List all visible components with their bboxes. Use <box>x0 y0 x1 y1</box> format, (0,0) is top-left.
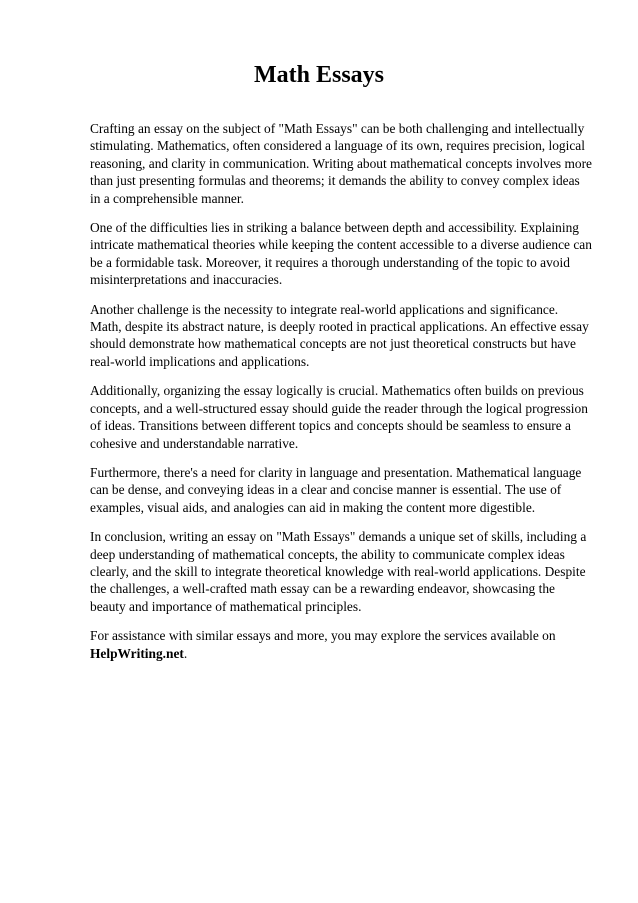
document-title: Math Essays <box>253 62 385 88</box>
paragraph-5: Furthermore, there's a need for clarity in language and presentation. Mathematical language can be dense, and conveying ideas in a clear and concise manner is essential. The use of examples, visual aids, and analogies can aid in making the content more digestible. <box>90 464 582 515</box>
paragraph-1: Crafting an essay on the subject of "Math Essays" can be both challenging and intellectually stimulating. Mathematics, often considered a language of its own, requires precision, logical reasoning, and clarity in communication. Writing about mathematical concepts involves more than just presenting formulas and theorems; it demands the ability to convey complex ideas in a comprehensible manner. <box>90 121 592 206</box>
paragraph-3: Another challenge is the necessity to integrate real-world applications and significance. Math, despite its abstract nature, is deeply rooted in practical applications. An effective essay should demonstrate how mathematical concepts are not just theoretical constructs but have real-world implications and applications. <box>90 301 589 369</box>
paragraph-6: In conclusion, writing an essay on "Math Essays" demands a unique set of skills, including a deep understanding of mathematical concepts, the ability to communicate complex ideas clearly, and the skill to integrate theoretical knowledge with real-world applications. Despite the challenges, a well-crafted math essay can be a rewarding endeavor, showcasing the beauty and importance of mathematical principles. <box>90 529 587 614</box>
helpwriting-link[interactable]: HelpWriting.net <box>90 645 184 661</box>
paragraph-4: Additionally, organizing the essay logically is crucial. Mathematics often builds on previous concepts, and a well-structured essay should guide the reader through the logical progression of ideas. Transitions between different topics and concepts should be seamless to ensure a cohesive and understandable narrative. <box>90 383 588 451</box>
closing-paragraph <box>90 627 592 662</box>
document-body <box>90 120 592 674</box>
closing-suffix: . <box>183 645 188 661</box>
closing-text: For assistance with similar essays and more, you may explore the services available on <box>90 628 556 644</box>
paragraph-2: One of the difficulties lies in striking a balance between depth and accessibility. Explaining intricate mathematical theories while keeping the content accessible to a diverse audience can be a formidable task. Moreover, it requires a thorough understanding of the topic to avoid misinterpretations and inaccuracies. <box>90 220 592 288</box>
